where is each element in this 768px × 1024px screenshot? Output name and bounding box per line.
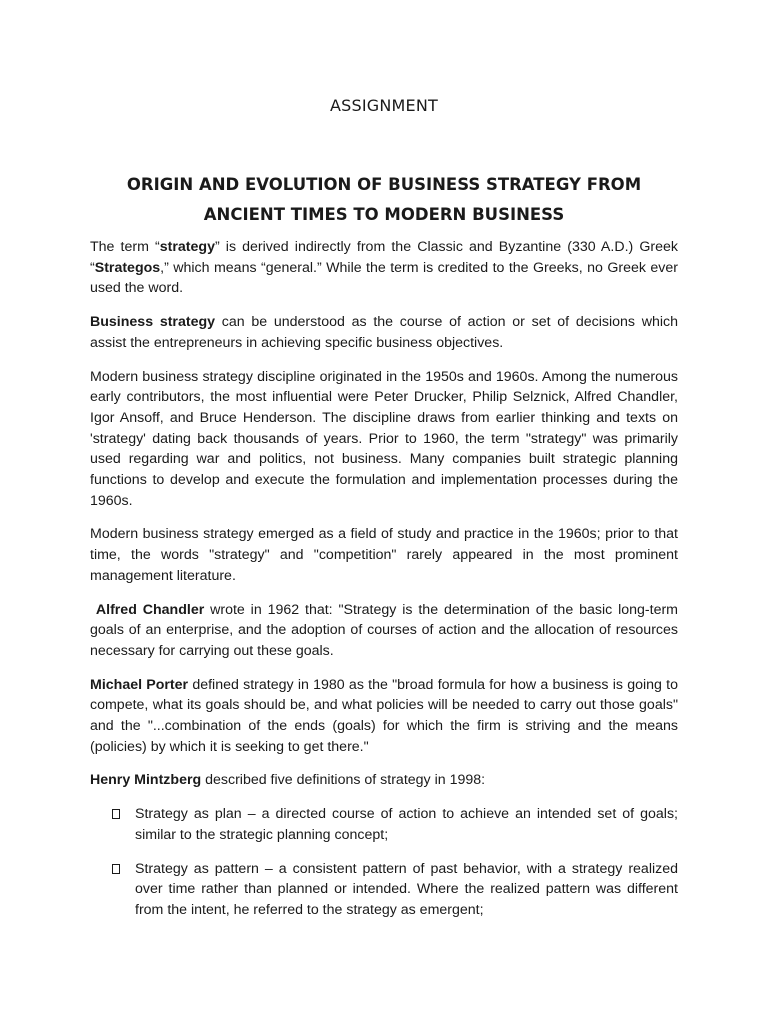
document-title: ORIGIN AND EVOLUTION OF BUSINESS STRATEGY FROM ANCIENT TIMES TO MODERN BUSINESS <box>126 175 642 224</box>
term-strategy: strategy <box>159 239 215 255</box>
definitions-list <box>90 804 678 921</box>
paragraph-modern-discipline: Modern business strategy discipline originated in the 1950s and 1960s. Among the numerous early contributors, the most influential were Peter Drucker, Philip Selznick, Alfred Chandler, Igor Ansoff, and Bruce Henderson. The discipline draws from earlier thinking and texts on 'strategy' dating back thousands of years. Prior to 1960, the term "strategy" was primarily used regarding war and politics, not business. Many companies built strategic planning functions to develop and execute the formulation and implementation processes during the 1960s. <box>90 368 678 509</box>
paragraph-mintzberg: Henry Mintzberg described five definitions of strategy in 1998: <box>90 772 486 789</box>
document-body <box>90 237 678 934</box>
paragraph-emergence: Modern business strategy emerged as a field of study and practice in the 1960s; prior to that time, the words "strategy" and "competition" rarely appeared in the most prominent management literature. <box>90 526 678 584</box>
name-michael-porter: Michael Porter <box>90 676 189 693</box>
paragraph-chandler: Alfred Chandler wrote in 1962 that: "Strategy is the determination of the basic long-term goals of an enterprise, and the adoption of courses of action and the allocation of resources necessary for carrying out these goals. <box>90 601 678 659</box>
paragraph-business-strategy: Business strategy can be understood as the course of action or set of decisions which assist the entrepreneurs in achieving specific business objectives. <box>90 314 678 351</box>
term-business-strategy: Business strategy <box>90 314 216 331</box>
paragraph-term-origin: The term “strategy” is derived indirectly from the Classic and Byzantine (330 A.D.) Greek “Strategos,” which means “general.” While the term is credited to the Greeks, no Greek ever used the word. <box>90 239 678 297</box>
list-item: Strategy as plan – a directed course of action to achieve an intended set of goals; similar to the strategic planning concept; <box>90 804 678 845</box>
checkbox-bullet-icon <box>112 864 120 874</box>
term-strategos: Strategos <box>94 259 161 276</box>
name-henry-mintzberg: Henry Mintzberg <box>90 772 202 789</box>
paragraph-porter: Michael Porter defined strategy in 1980 as the "broad formula for how a business is going to compete, what its goals should be, and what policies will be needed to carry out those goals" and the "...combination of the ends (goals) for which the firm is striving and the means (policies) by which it is seeking to get there." <box>90 676 678 755</box>
document-heading: ASSIGNMENT <box>330 96 438 115</box>
list-item: Strategy as pattern – a consistent pattern of past behavior, with a strategy realized over time rather than planned or intended. Where the realized pattern was different from the intent, he referred to the strategy as emergent; <box>90 859 678 921</box>
name-alfred-chandler: Alfred Chandler <box>95 601 205 618</box>
checkbox-bullet-icon <box>112 809 120 819</box>
